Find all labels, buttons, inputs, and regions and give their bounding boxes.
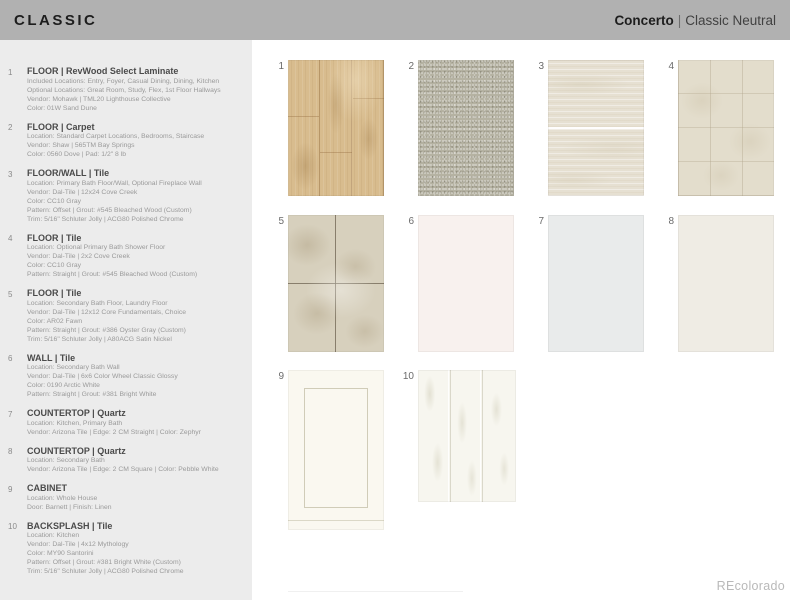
- spec-detail: Pattern: Straight | Grout: #386 Oyster Gray (Custom): [27, 326, 186, 334]
- spec-item-floor-tile-shower: [8, 233, 248, 280]
- spec-detail: Color: CC10 Gray: [27, 197, 82, 205]
- spec-item-cabinet: [8, 483, 248, 512]
- spec-number: 5: [8, 289, 13, 299]
- swatch-number-label: 3: [538, 61, 544, 72]
- spec-detail: Pattern: Offset | Grout: #545 Bleached Wood (Custom): [27, 206, 192, 214]
- swatch-backsplash-santorini: [402, 370, 516, 502]
- spec-detail: Pattern: Straight | Grout: #545 Bleached Wood (Custom): [27, 271, 198, 278]
- spec-number: 6: [8, 354, 13, 363]
- spec-heading: FLOOR | Tile: [27, 232, 82, 243]
- spec-item-wall-tile: [8, 353, 248, 400]
- spec-body: [27, 288, 248, 344]
- spec-detail: Location: Secondary Bath Wall: [27, 364, 120, 371]
- spec-number: 3: [8, 169, 13, 179]
- spec-heading: FLOOR | Carpet: [27, 121, 95, 132]
- spec-body: [27, 122, 248, 160]
- spec-detail: Location: Kitchen, Primary Bath: [27, 419, 123, 427]
- spec-detail: Trim: 5/16" Schluter Jolly | ACG80 Polished Chrome: [27, 215, 184, 223]
- swatch-board: [252, 40, 790, 600]
- page-title: CLASSIC: [14, 11, 98, 29]
- swatch-number-label: 9: [278, 371, 284, 382]
- spec-list: [0, 40, 252, 600]
- header: [0, 0, 790, 40]
- spec-detail: Vendor: Dal-Tile | 2x2 Cove Creek: [27, 253, 130, 260]
- spec-detail: Optional Locations: Great Room, Study, Flex, 1st Floor Hallways: [27, 86, 221, 94]
- spec-detail: Location: Whole House: [27, 494, 98, 502]
- spec-heading: FLOOR | Tile: [27, 288, 82, 298]
- spec-body: [27, 446, 248, 475]
- palette-name: Classic Neutral: [685, 12, 776, 28]
- spec-detail: Color: 01W Sand Dune: [27, 104, 97, 112]
- spec-body: [27, 483, 248, 512]
- spec-detail: Location: Kitchen: [27, 532, 80, 539]
- spec-detail: Location: Secondary Bath: [27, 457, 105, 464]
- swatch-tile-cove-creek-2x2: [668, 60, 774, 196]
- spec-number: 2: [8, 123, 13, 132]
- swatch-cabinet-door-linen: [278, 370, 384, 530]
- spec-detail: Trim: 5/16" Schluter Jolly | A80ACG Satin Nickel: [27, 335, 172, 343]
- spec-detail: Vendor: Dal-Tile | 4x12 Mythology: [27, 541, 129, 548]
- spec-number: 10: [8, 522, 17, 531]
- swatch-number-label: 6: [408, 216, 414, 227]
- spec-body: [27, 353, 248, 400]
- spec-number: 1: [8, 67, 13, 77]
- spec-detail: Vendor: Dal-Tile | 6x6 Color Wheel Classic Glossy: [27, 373, 178, 380]
- spec-item-backsplash: [8, 521, 248, 577]
- spec-body: [27, 408, 248, 437]
- spec-detail: Location: Optional Primary Bath Shower Floor: [27, 244, 166, 251]
- spec-item-floor-laminate: [8, 66, 248, 113]
- swatch-quartz-pebble-white: [668, 215, 774, 352]
- spec-item-floorwall-tile: [8, 168, 248, 224]
- spec-body: [27, 521, 248, 577]
- spec-heading: CABINET: [27, 483, 67, 493]
- spec-detail: Pattern: Straight | Grout: #381 Bright White: [27, 391, 157, 398]
- spec-heading: COUNTERTOP | Quartz: [27, 408, 126, 418]
- swatch-quartz-zephyr: [538, 215, 644, 352]
- spec-detail: Pattern: Offset | Grout: #381 Bright White (Custom): [27, 559, 181, 566]
- spec-detail: Vendor: Dal-Tile | 12x24 Cove Creek: [27, 188, 138, 196]
- spec-detail: Color: AR02 Fawn: [27, 317, 83, 325]
- swatch-number-label: 10: [402, 371, 414, 382]
- spec-detail: Vendor: Arizona Tile | Edge: 2 CM Square | Color: Pebble White: [27, 466, 219, 473]
- spec-body: [27, 233, 248, 280]
- spec-detail: Color: CC10 Gray: [27, 262, 82, 269]
- spec-item-floor-carpet: [8, 122, 248, 160]
- spec-number: 4: [8, 234, 13, 243]
- swatch-tile-arctic-white: [408, 215, 514, 352]
- swatch-laminate-sand-dune: [278, 60, 384, 196]
- spec-heading: COUNTERTOP | Quartz: [27, 445, 126, 456]
- spec-item-countertop-kitchen: [8, 408, 248, 437]
- spec-item-floor-tile-secondary: [8, 288, 248, 344]
- spec-detail: Location: Primary Bath Floor/Wall, Optional Fireplace Wall: [27, 179, 202, 187]
- spec-detail: Included Locations: Entry, Foyer, Casual Dining, Dining, Kitchen: [27, 77, 220, 85]
- spec-heading: BACKSPLASH | Tile: [27, 520, 113, 531]
- spec-detail: Vendor: Mohawk | TML20 Lighthouse Collective: [27, 95, 171, 103]
- spec-heading: FLOOR | RevWood Select Laminate: [27, 66, 179, 76]
- spec-detail: Color: 0560 Dove | Pad: 1/2" 8 lb: [27, 151, 127, 158]
- spec-number: 7: [8, 409, 13, 419]
- divider-line: [288, 591, 463, 592]
- spec-detail: Vendor: Dal-Tile | 12x12 Core Fundamentals, Choice: [27, 308, 187, 316]
- swatch-number-label: 2: [408, 61, 414, 72]
- spec-number: 8: [8, 447, 13, 456]
- swatch-number-label: 4: [668, 61, 674, 72]
- watermark-text: REcolorado: [716, 579, 785, 593]
- spec-detail: Location: Secondary Bath Floor, Laundry Floor: [27, 299, 168, 307]
- spec-body: [27, 168, 248, 224]
- swatch-number-label: 8: [668, 216, 674, 227]
- spec-detail: Color: MY90 Santorini: [27, 550, 94, 557]
- spec-detail: Trim: 5/16" Schluter Jolly | ACG80 Polished Chrome: [27, 568, 184, 575]
- collection-title: [614, 13, 776, 28]
- spec-item-countertop-secondary: [8, 446, 248, 475]
- spec-heading: WALL | Tile: [27, 352, 76, 363]
- spec-body: [27, 66, 248, 113]
- spec-detail: Door: Barnett | Finish: Linen: [27, 503, 112, 511]
- swatch-number-label: 5: [278, 216, 284, 227]
- swatch-number-label: 1: [278, 61, 284, 72]
- spec-detail: Color: 0190 Arctic White: [27, 382, 100, 389]
- swatch-number-label: 7: [538, 216, 544, 227]
- spec-detail: Vendor: Arizona Tile | Edge: 2 CM Straight | Color: Zephyr: [27, 428, 201, 436]
- swatch-tile-cove-creek-12x24: [538, 60, 644, 196]
- spec-detail: Location: Standard Carpet Locations, Bedrooms, Staircase: [27, 133, 205, 140]
- spec-detail: Vendor: Shaw | 565TM Bay Springs: [27, 142, 135, 149]
- title-separator: |: [677, 12, 682, 28]
- spec-heading: FLOOR/WALL | Tile: [27, 168, 110, 178]
- collection-name: Concerto: [614, 12, 674, 28]
- swatch-tile-fundamentals-fawn: [278, 215, 384, 352]
- spec-number: 9: [8, 484, 13, 494]
- swatch-carpet-dove: [408, 60, 514, 196]
